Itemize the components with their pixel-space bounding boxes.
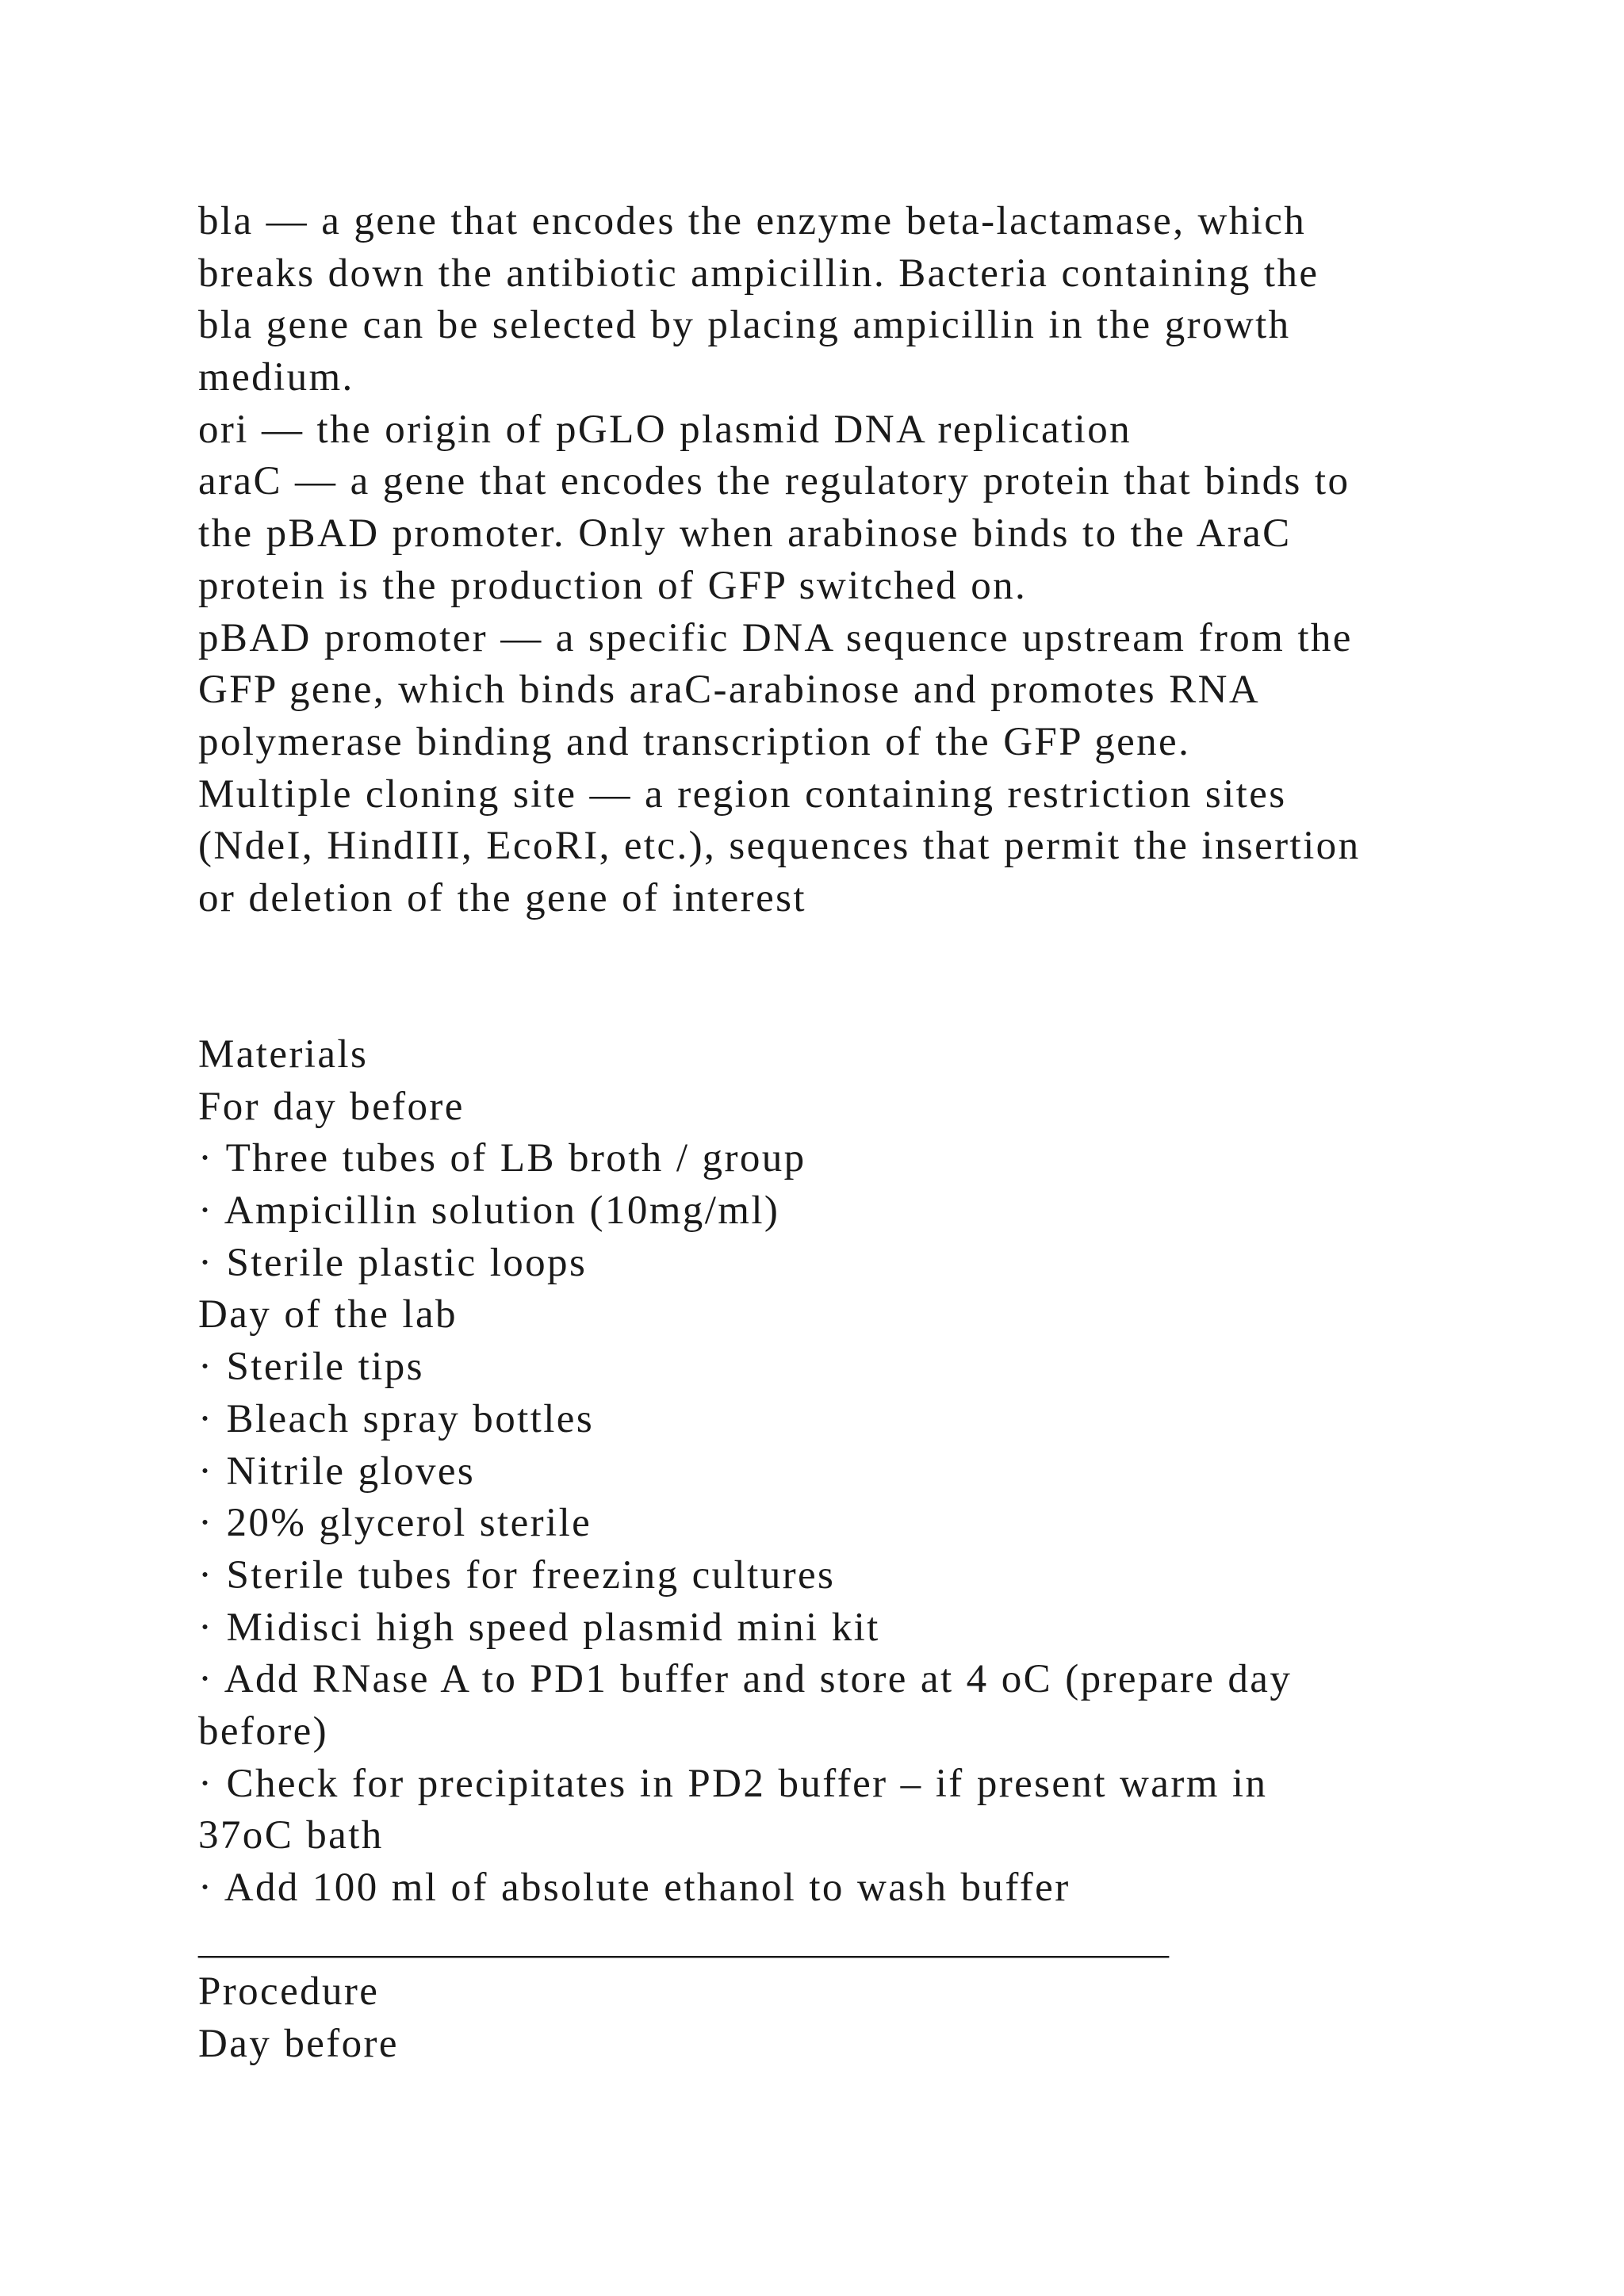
list-item-continuation: 37oC bath <box>198 1813 384 1858</box>
text-line: the pBAD promoter. Only when arabinose binds to the AraC <box>198 511 1292 557</box>
document-body <box>198 196 1499 2071</box>
list-item: · Nitrile gloves <box>198 1448 476 1494</box>
text-line: pBAD promoter — a specific DNA sequence upstream from the <box>198 615 1353 660</box>
text-line: protein is the production of GFP switched on. <box>198 563 1028 608</box>
list-item: · 20% glycerol sterile <box>198 1501 592 1546</box>
definition-arac <box>198 456 1499 612</box>
definition-pbad-promoter <box>198 613 1499 769</box>
procedure-section <box>198 1966 1499 2070</box>
materials-section <box>198 1029 1499 1915</box>
text-line: breaks down the antibiotic ampicillin. Bacteria containing the <box>198 251 1320 296</box>
list-item: · Sterile tubes for freezing cultures <box>198 1552 836 1598</box>
list-item: · Add RNase A to PD1 buffer and store at 4 oC (prepare day <box>198 1657 1293 1702</box>
procedure-subheading: Day before <box>198 2022 399 2067</box>
procedure-heading: Procedure <box>198 1969 380 2015</box>
blank-line <box>198 977 1499 1029</box>
list-item: · Bleach spray bottles <box>198 1396 595 1441</box>
list-item: · Ampicillin solution (10mg/ml) <box>198 1188 780 1234</box>
list-item: · Sterile plastic loops <box>198 1240 588 1285</box>
text-line: bla gene can be selected by placing ampicillin in the growth <box>198 303 1291 348</box>
text-line: (NdeI, HindIII, EcoRI, etc.), sequences that permit the insertion <box>198 824 1361 869</box>
blank-line <box>198 925 1499 978</box>
list-item: · Midisci high speed plasmid mini kit <box>198 1605 880 1650</box>
definition-multiple-cloning-site <box>198 769 1499 925</box>
list-item: · Add 100 ml of absolute ethanol to wash buffer <box>198 1866 1071 1910</box>
list-item: · Three tubes of LB broth / group <box>198 1136 806 1181</box>
definition-ori <box>198 404 1499 457</box>
definition-bla <box>198 196 1499 404</box>
day-before-heading: For day before <box>198 1084 465 1129</box>
text-line: bla — a gene that encodes the enzyme beta-lactamase, which <box>198 199 1307 243</box>
list-item: · Sterile tips <box>198 1345 424 1390</box>
text-line: araC — a gene that encodes the regulatory protein that binds to <box>198 459 1350 504</box>
text-line: Multiple cloning site — a region containing restriction sites <box>198 771 1287 817</box>
text-line: ori — the origin of pGLO plasmid DNA replication <box>198 407 1132 452</box>
list-item: · Check for precipitates in PD2 buffer – if present warm in <box>198 1761 1268 1806</box>
list-item-continuation: before) <box>198 1709 329 1754</box>
section-separator: ________________________________________________ <box>198 1917 1169 1962</box>
materials-heading: Materials <box>198 1032 369 1077</box>
text-line: polymerase binding and transcription of the GFP gene. <box>198 719 1191 764</box>
text-line: or deletion of the gene of interest <box>198 875 806 920</box>
text-line: GFP gene, which binds araC-arabinose and promotes RNA <box>198 668 1261 713</box>
lab-day-heading: Day of the lab <box>198 1292 458 1337</box>
text-line: medium. <box>198 355 354 400</box>
